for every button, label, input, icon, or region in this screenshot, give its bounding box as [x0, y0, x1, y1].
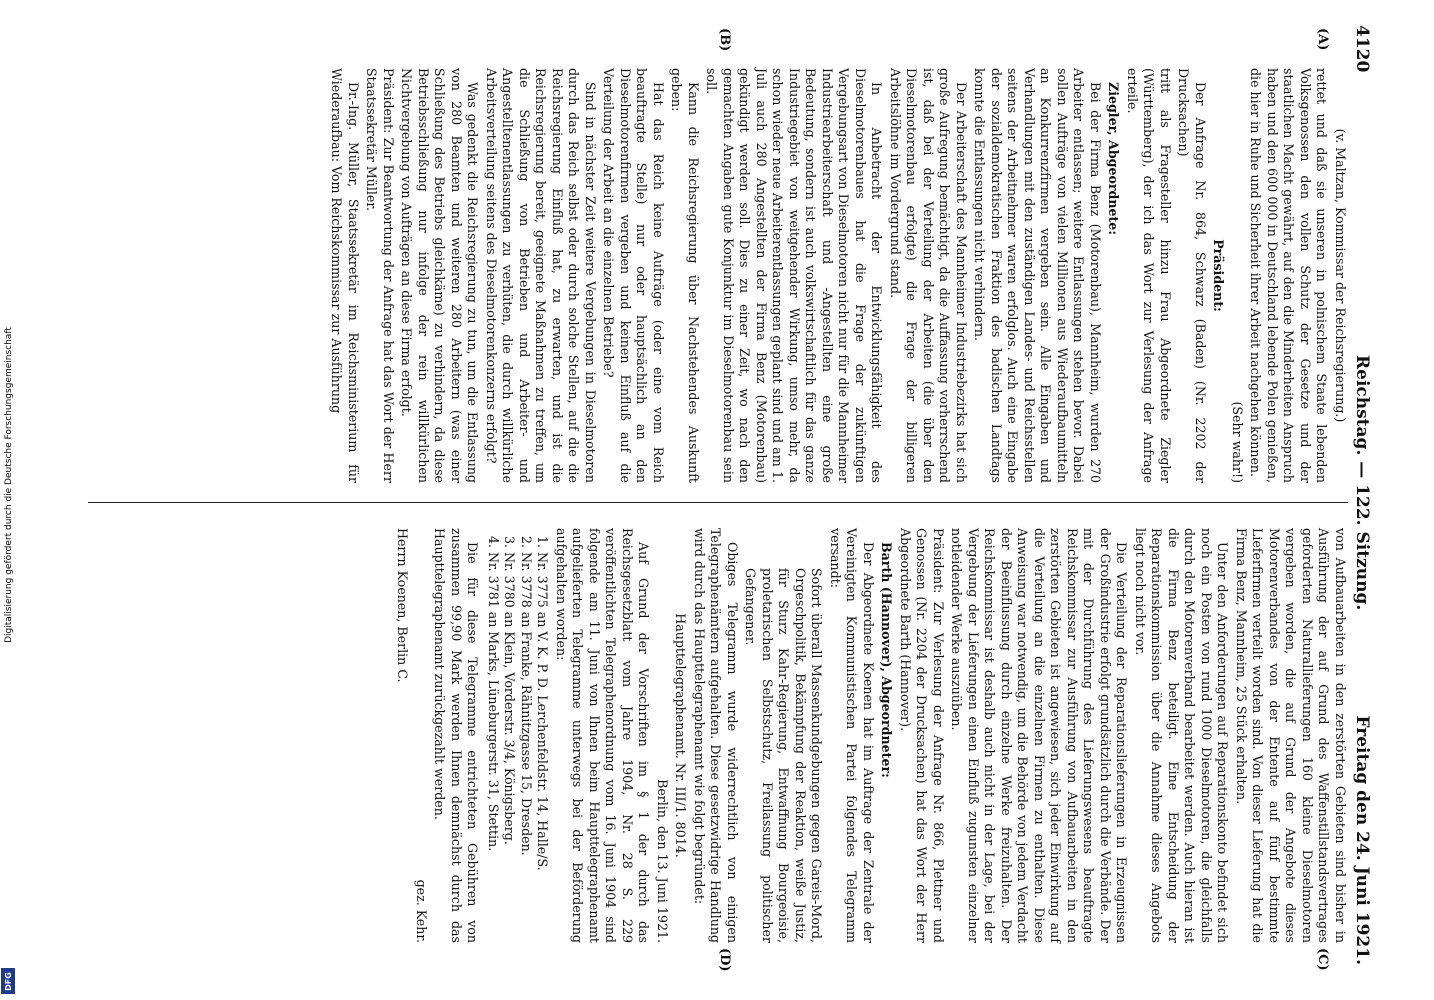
left-column-paragraph: Sind in nächster Zeit weitere Vergebungen in Dieselmotoren durch das Reich selbst oder durch solche Stellen, auf die die Reichsregierung Einfluß hat, zu erwarten, und ist die Reichsregierung bereit, geeignete Maßnahmen zu treffen, um die Schließung von Betrieben und Arbeiter- und Angestelltenentlassungen zu verhüten, die durch willkürliche Arbeitsverteilung seitens des Dieselmotorenkonzerns erfolgt?	[484, 68, 598, 483]
right-column-paragraph: Obiges Telegramm wurde widerrechtlich von einigen Telegraphenämtern aufgehalten. Diese gesetzwidrige Handlung wird durch das Haupttelegraphenamt wie folgt begründet:	[692, 528, 740, 943]
page-number: 4120	[1352, 25, 1372, 73]
right-column	[392, 528, 1348, 943]
telegram-list-item: 2. Nr. 3778 an Franke, Rähnitzgasse 15, Dresden.	[519, 536, 534, 856]
dfg-logo: DFG	[1, 968, 15, 994]
left-column-paragraph: Bei der Firma Benz (Motorenbau), Mannheim, wurden 270 Arbeiter entlassen; weitere Entlassungen stehen bevor. Dabei sollen Aufträge von vielen Millionen aus Wiederaufbaumitteln an Konkurrenzfirmen vergeben sein. Alle Eingaben und Verhandlungen mit den zuständigen Landes- und Reichsstellen seitens der Arbeitnehmer waren erfolglos. Auch eine Eingabe der sozialdemokratischen Fraktion des badischen Landtags konnte die Entlassungen nicht verhindern.	[972, 68, 1103, 483]
right-column-end-paragraph: Herrn Koenen, Berlin C.	[395, 528, 411, 683]
session-date: Freitag den 24. Juni 1921.	[1352, 715, 1372, 965]
left-column-paragraph: Hat das Reich keine Aufträge (oder eine vom Reich beauftragte Stelle) nur oder hauptsächlich an den Dieselmotorenfirmen vergeben und keinen Einfluß auf die Verteilung der Arbeit an die einzelnen Betriebe?	[601, 68, 666, 483]
right-column-closing	[394, 528, 481, 943]
left-column-paragraph: In Anbetracht der Entwicklungsfähigkeit des Dieselmotorenbaues hat die Frage der zukünftigen Vergebungsart von Dieselmotoren nicht nur für die Mannheimer Industriearbeiterschaft und -Angestellten eine große Bedeutung, sondern ist auch volkswirtschaftlich für das ganze Industriegebiet von weitgehender Wirkung, umso mehr, da schon wieder neue Arbeiterentlassungen geplant sind und am 1. Juli auch 280 Angestellten der Firma Benz (Motorenbau) gekündigt werden soll. Dies zu einer Zeit, wo nach den gemachten Angaben gute Konjunktur im Dieselmotorenbau sein soll.	[704, 68, 885, 483]
right-column-paragraph: Barth (Hannover), Abgeordneter:	[879, 542, 895, 778]
right-column-paragraph: Der Abgeordnete Koenen hat im Auftrage der Zentrale der Vereinigten Kommunistischen Partei folgendes Telegramm versandt:	[828, 528, 876, 943]
left-column-paragraph: rettet und daß sie unseren in polnischem Staate lebenden Volksgenossen den vollen Schutz der Gesetze und der staatlichen Macht gewährt, auf den die Minderheiten Anspruch haben und den 600 000 in Deutschland lebende Polen genießen, die hier in Ruhe und Sicherheit ihrer Arbeit nachgehen können.	[1248, 68, 1330, 483]
right-column-end-paragraph: gez. Kehr.	[414, 879, 429, 943]
right-column-paragraph: Präsident: Zur Verlesung der Anfrage Nr. 866, Plettner und Genossen (Nr. 2204 der Drucksachen) hat das Wort der Herr Abgeordnete Barth (Hannover).	[898, 528, 946, 943]
right-column-paragraphs	[553, 528, 1349, 943]
column-divider	[88, 502, 1348, 503]
left-column-paragraph: Kann die Reichsregierung über Nachstehendes Auskunft geben:	[669, 68, 701, 483]
left-column-paragraph: Was gedenkt die Reichsregierung zu tun, um die Entlassung von 280 Beamten und weiteren 280 Arbeitern (was einer Schließung des Betriebs gleichkäme) zu verhindern, da diese Betriebsschließung nur infolge der rein willkürlichen Nichtvergebung von Aufträgen an diese Firma erfolgt.	[399, 68, 481, 483]
telegram-list-item: 1. Nr. 3775 an V. K. P. D. Lerchenfeldstr. 14, Halle/S.	[535, 536, 551, 871]
left-column-paragraph: Der Anfrage Nr. 864, Schwarz (Baden) (Nr. 2202 der Drucksachen)	[1176, 68, 1208, 483]
margin-mark-b: (B)	[717, 28, 732, 52]
left-column	[326, 68, 1348, 483]
left-column-paragraph: Ziegler, Abgeordnete:	[1106, 82, 1122, 235]
left-column-paragraph: (Sehr wahr!)	[1230, 401, 1245, 483]
right-column-paragraph: Haupttelegraphenamt. Nr. III/1. 8014.	[673, 613, 689, 858]
left-column-paragraph: Der Arbeiterschaft des Mannheimer Industriebezirks hat sich große Aufregung bemächtigt, da die Auffassung vorherrschend ist, daß bei der Verteilung der Arbeiten (die über den Dieselmotorenbau erfolgte) die Frage der billigeren Arbeitslöhne im Vordergrund stand.	[888, 68, 969, 483]
left-column-paragraph: Präsident:	[1211, 239, 1227, 312]
left-column-paragraph: Dr.-Ing. Müller, Staatssekretär im Reichsministerium für Wiederaufbau: Vom Reichskommissar zur Ausführung	[329, 68, 361, 483]
right-column-paragraph: Auf Grund der Vorschriften im § 1 der durch das Reichsgesetzblatt vom Jahre 1904, Nr. 28 S. 229 veröffentlichten Telegraphenordnung vom 16. Juni 1904 sind folgende am 11. Juni von Ihnen beim Haupttelegraphenamt aufgelieferten Telegramme unterwegs bei der Beförderung aufgehalten worden:	[554, 528, 652, 943]
session-title: Reichstag. — 122. Sitzung.	[1352, 355, 1372, 611]
left-column-paragraph: Präsident: Zur Beantwortung der Anfrage hat das Wort der Herr Staatssekretär Müller.	[364, 68, 396, 483]
margin-mark-a: (A)	[1315, 28, 1330, 51]
right-column-paragraph: Unter den Anforderungen auf Reparationskonto befindet sich noch ein Posten von rund 1000 Dieselmotoren, die gleichfalls durch den Motorenverband bearbeitet werden. Auch hieran ist die Firma Benz beteiligt. Eine Entscheidung der Reparationskommission über die Annahme dieses Angebots liegt noch nicht vor.	[1133, 528, 1231, 943]
left-column-paragraph: tritt als Fragesteller hinzu Frau Abgeordnete Ziegler (Württemberg), der ich das Wort zur Verlesung der Anfrage erteile.	[1125, 68, 1173, 483]
scanned-page	[52, 10, 1382, 990]
page-header	[1344, 25, 1374, 965]
left-column-paragraph: (v. Maltzan, Kommissar der Reichsregierung.)	[1333, 128, 1348, 423]
right-column-paragraph: von Aufbauarbeiten in den zerstörten Gebieten sind bisher in Ausführung der auf Grund des Waffenstillstandsvertrages geforderten Naturallieferungen 160 kleine Dieselmotoren vergeben worden, die auf Grund der Angebote dieses Motorenverbandes von der Entente auf fünf bestimmte Lieferfirmen verteilt worden sind. Von dieser Lieferung hat die Firma Benz, Mannheim, 25 Stück erhalten.	[1234, 528, 1348, 943]
right-column-paragraph: Sofort überall Massenkundgebungen gegen Gareis-Mord, Orgeschpolitik, Bekämpfung der Reaktion, weiße Justiz, für Sturz Kahr-Regierung, Entwaffnung Bourgeoisie, proletarischen Selbstschutz, Freilassung politischer Gefangener.	[743, 568, 825, 943]
right-column-paragraph: Die Verteilung der Reparationslieferungen in Erzeugnissen der Großindustrie erfolgt grundsätzlich durch die Verbände. Der mit der Durchführung des Lieferungswesens beauftragte Reichskommissar zur Ausführung von Aufbauarbeiten in den zerstörten Gebieten ist angewiesen, sich jeder Einwirkung auf die Verteilung an die einzelnen Firmen zu enthalten. Diese Anweisung war notwendig, um die Behörde von jedem Verdacht der Beeinflussung durch einzelne Werke freizuhalten. Der Reichskommissar ist deshalb auch nicht in der Lage, bei der Vergebung der Lieferungen einen Einfluß zugunsten einzelner notleidender Werke auszuüben.	[949, 528, 1130, 943]
telegram-list	[485, 528, 551, 943]
right-column-paragraph: Berlin, den 13. Juni 1921.	[655, 779, 670, 943]
right-column-end-paragraph: Die für diese Telegramme entrichteten Gebühren von zusammen 99,90 Mark werden Ihnen demnächst durch das Haupttelegraphenamt zurückgezahlt werden.	[432, 528, 481, 943]
margin-mark-d: (D)	[717, 948, 732, 972]
margin-mark-c: (C)	[1315, 948, 1330, 971]
telegram-list-item: 3. Nr. 3780 an Klein, Vorderstr. 3/4, Königsberg.	[502, 536, 518, 845]
digitization-credit: Digitalisierung gefördert durch die Deutsche Forschungsgemeinschaft	[4, 327, 14, 643]
telegram-list-item: 4. Nr. 3781 an Marks, Lüneburgerstr. 31, Stettin.	[486, 536, 501, 852]
